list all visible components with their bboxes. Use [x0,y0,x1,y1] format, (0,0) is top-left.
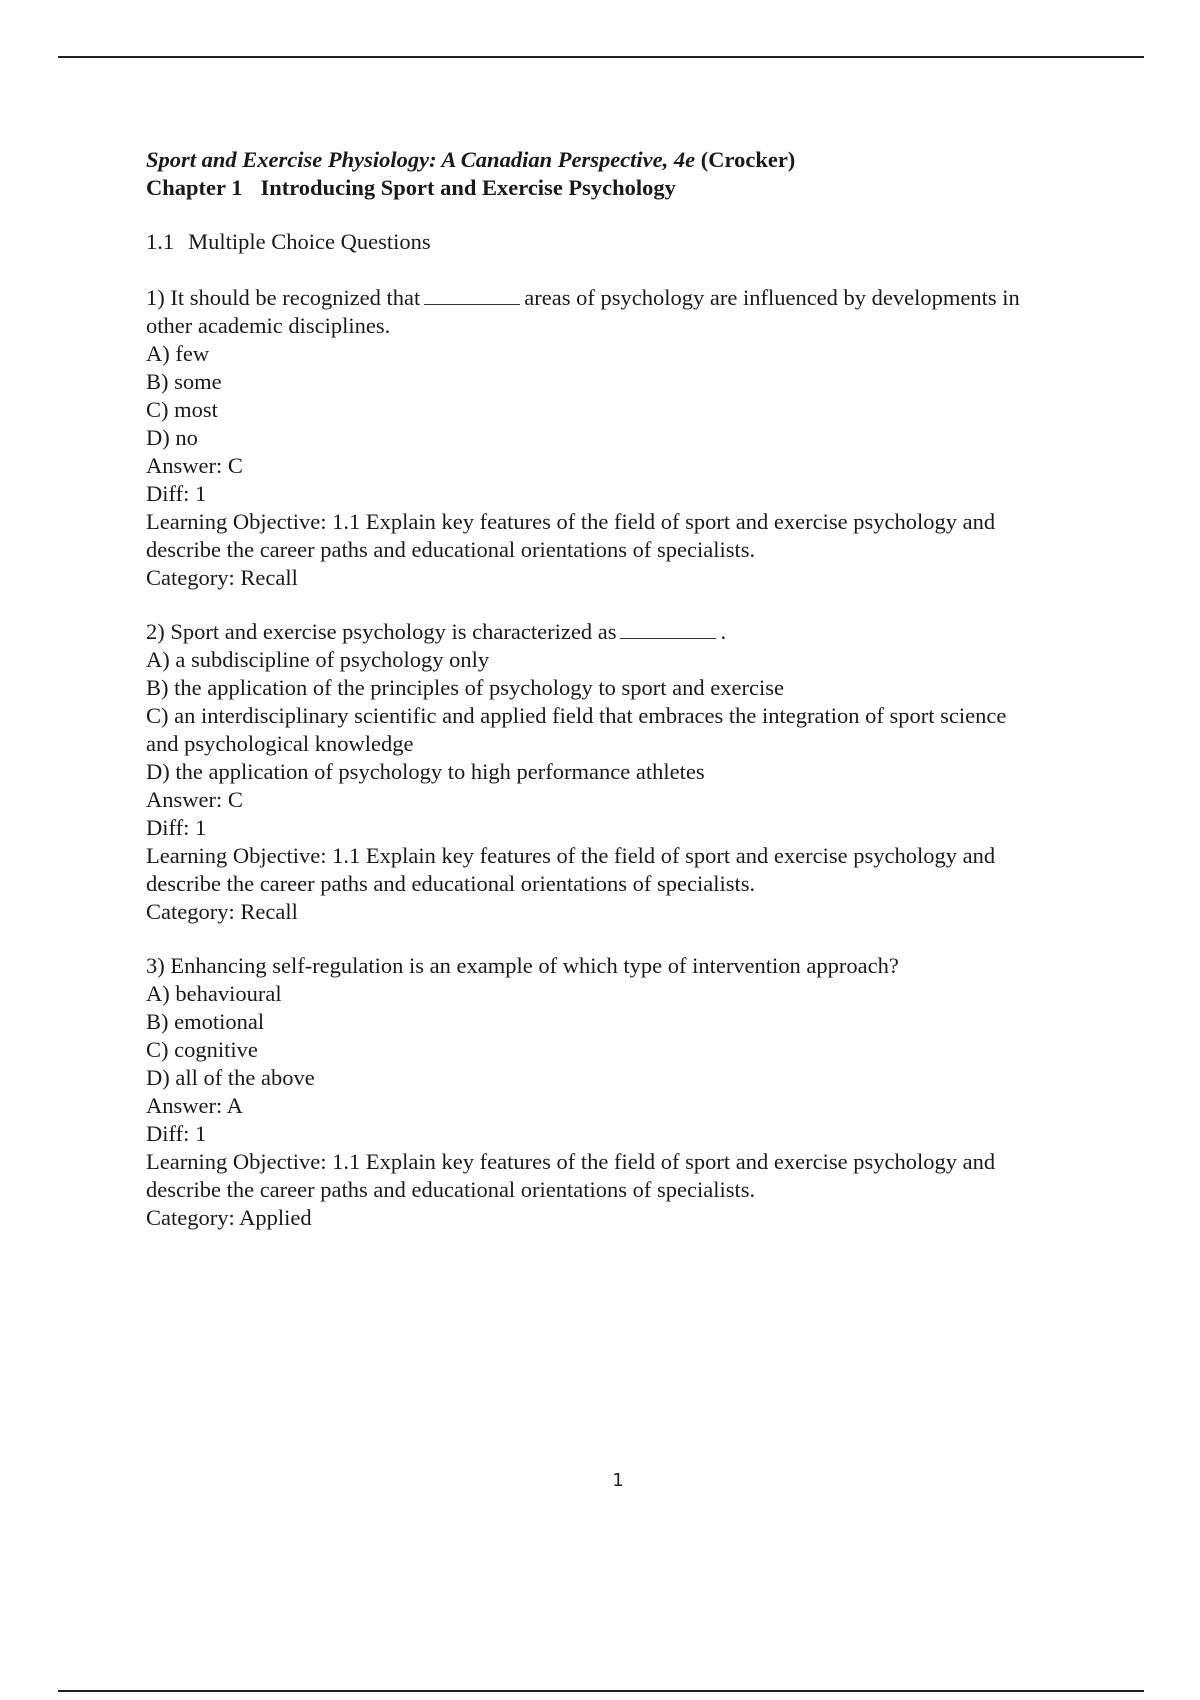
question-2 [146,618,1096,926]
question-1-blank [424,284,520,305]
section-title: Multiple Choice Questions [188,229,431,254]
question-3 [146,952,1096,1232]
question-1-option-a: A) few [146,341,210,366]
question-2-category: Category: Recall [146,899,298,924]
question-1-category: Category: Recall [146,565,298,590]
question-2-option-b: B) the application of the principles of psychology to sport and exercise [146,675,784,700]
question-2-option-a: A) a subdiscipline of psychology only [146,647,490,672]
question-2-diff: Diff: 1 [146,815,207,840]
question-1-stem-after: areas of psychology are influenced by developments in [524,285,1020,310]
document-body [146,146,1096,1232]
question-2-stem-after: . [720,619,727,644]
question-2-option-c-continued: and psychological knowledge [146,731,414,756]
question-1-stem-line-1 [146,284,1096,312]
question-1-answer: Answer: C [146,453,243,478]
section-heading [146,228,1096,256]
question-2-answer: Answer: C [146,787,243,812]
section-number: 1.1 [146,229,175,254]
question-2-stem-before: 2) Sport and exercise psychology is characterized as [146,619,617,644]
book-title-line [146,146,1096,174]
question-3-objective-line-1: Learning Objective: 1.1 Explain key features of the field of sport and exercise psychology and [146,1149,996,1174]
question-1 [146,284,1096,592]
question-2-objective-line-1: Learning Objective: 1.1 Explain key features of the field of sport and exercise psychology and [146,843,996,868]
page-number: 1 [612,1470,624,1491]
chapter-heading [146,174,1096,202]
question-1-option-c: C) most [146,397,218,422]
question-3-objective-line-2: describe the career paths and educational orientations of specialists. [146,1177,756,1202]
question-1-option-d: D) no [146,425,198,450]
chapter-label: Chapter 1 [146,175,243,200]
question-3-answer: Answer: A [146,1093,243,1118]
chapter-title: Introducing Sport and Exercise Psychology [260,175,676,200]
question-2-objective-line-2: describe the career paths and educational orientations of specialists. [146,871,756,896]
bottom-rule [58,1690,1144,1692]
question-1-objective-line-1: Learning Objective: 1.1 Explain key features of the field of sport and exercise psychology and [146,509,996,534]
question-2-option-c: C) an interdisciplinary scientific and applied field that embraces the integration of sport science [146,703,1007,728]
question-3-option-c: C) cognitive [146,1037,258,1062]
book-author: (Crocker) [700,147,796,172]
book-title: Sport and Exercise Physiology: A Canadian Perspective, 4e [146,147,696,172]
top-rule [58,56,1144,58]
question-2-stem [146,618,1096,646]
question-1-diff: Diff: 1 [146,481,207,506]
question-2-option-d: D) the application of psychology to high performance athletes [146,759,705,784]
question-3-category: Category: Applied [146,1205,312,1230]
question-3-option-b: B) emotional [146,1009,265,1034]
question-2-blank [620,618,716,639]
question-3-option-d: D) all of the above [146,1065,315,1090]
question-3-option-a: A) behavioural [146,981,282,1006]
question-3-stem: 3) Enhancing self-regulation is an example of which type of intervention approach? [146,953,899,978]
question-1-stem-line-2: other academic disciplines. [146,313,391,338]
question-1-stem-before: 1) It should be recognized that [146,285,421,310]
question-3-diff: Diff: 1 [146,1121,207,1146]
question-1-objective-line-2: describe the career paths and educational orientations of specialists. [146,537,756,562]
question-1-option-b: B) some [146,369,222,394]
